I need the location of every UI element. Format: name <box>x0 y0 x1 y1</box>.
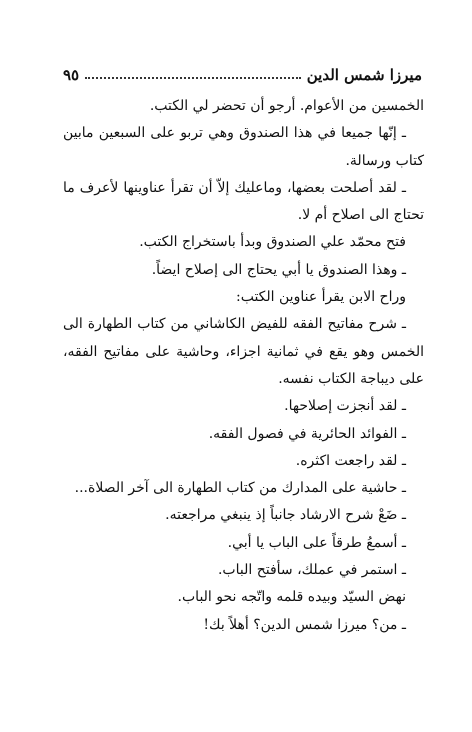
text-line: ـ من؟ ميرزا شمس الدين؟ أهلاً بك! <box>203 616 406 633</box>
text-line: الخمس وهو يقع في ثمانية اجزاء، وحاشية على مفاتيح الفقه، <box>63 343 424 360</box>
text-line: ـ إنّها جميعا في هذا الصندوق وهي تربو على السبعين مابين <box>63 125 406 142</box>
text-line: ـ حاشية على المدارك من كتاب الطهارة الى آخر الصلاة... <box>74 480 406 497</box>
text-line: نهض السيّد وبيده قلمه واتّجه نحو الباب. <box>177 589 406 606</box>
text-line: وراح الابن يقرأ عناوين الكتب: <box>235 289 406 306</box>
text-line: ـ استمر في عملك، سأفتح الباب. <box>217 562 406 579</box>
text-line: ـ الفوائد الحائرية في فصول الفقه. <box>208 425 406 442</box>
text-line: ـ لقد راجعت اكثره. <box>295 452 406 469</box>
page-number: ٩٥ <box>63 66 80 84</box>
chapter-title: ميرزا شمس الدين <box>306 66 422 84</box>
text-line: ـ أسمعُ طرقاً على الباب يا أبي. <box>227 534 406 551</box>
text-line: ـ شرح مفاتيح الفقه للفيض الكاشاني من كتاب الطهارة الى <box>63 316 406 333</box>
text-line: تحتاج الى اصلاح أم لا. <box>297 207 424 224</box>
leader-dots <box>85 76 301 79</box>
text-line: ـ وهذا الصندوق يا أبي يحتاج الى إصلاح ايضاً. <box>151 261 406 278</box>
text-line: كتاب ورسالة. <box>345 152 424 169</box>
text-line: على ديباجة الكتاب نفسه. <box>278 370 424 387</box>
text-line: الخمسين من الأعوام. أرجو أن تحضر لي الكتب. <box>149 98 424 114</box>
text-line: ـ لقد أصلحت بعضها، وماعليك إلاّ أن تقرأ عناوينها لأعرف ما <box>63 179 406 196</box>
text-line: فتح محمّد علي الصندوق وبدأ باستخراج الكتب. <box>139 234 406 251</box>
body-text <box>63 93 424 639</box>
text-line: ـ ضَعْ شرح الارشاد جانباً إذ ينبغي مراجعته. <box>165 507 406 524</box>
text-line: ـ لقد أنجزت إصلاحها. <box>284 398 406 415</box>
running-head <box>63 62 422 84</box>
